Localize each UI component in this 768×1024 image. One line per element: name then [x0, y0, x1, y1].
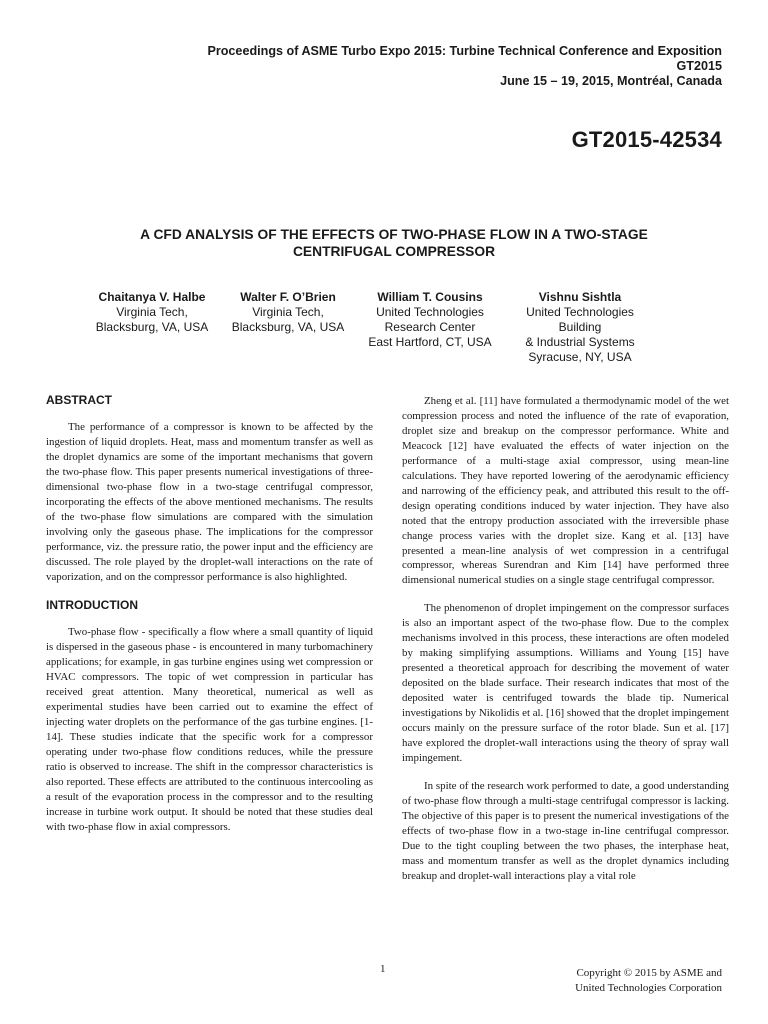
author-affiliation: Virginia Tech,: [252, 305, 324, 319]
author-affiliation-2: & Industrial Systems: [525, 335, 635, 349]
abstract-heading: ABSTRACT: [46, 393, 112, 407]
left-column: [46, 392, 373, 835]
author-affiliation-2: Research Center: [384, 320, 476, 334]
author-block: [360, 290, 500, 350]
author-name: Chaitanya V. Halbe: [98, 290, 206, 304]
body-paragraph: The phenomenon of droplet impingement on the compressor surfaces is also an important aspect of the two-phase flow. Due to the complex mechanisms involved in this process, these interactions are often modeled by making simplifying assumptions. Williams and Young [15] have presented a theoretical approach for describing the movement of water deposited on the blade surface. Their research indicates that most of the deposited water is centrifuged towards the blade tip. Numerical investigations by Nikolidis et al. [16] showed that the droplet impingement occurs mainly on the pressure surface of the rotor blade. Sun et al. [17] have explored the droplet-wall interactions using the theory of spray wall impingement.: [402, 602, 729, 764]
title-line-1: A CFD ANALYSIS OF THE EFFECTS OF TWO-PHASE FLOW IN A TWO-STAGE: [140, 227, 648, 242]
author-list: [0, 290, 768, 364]
paper-id: GT2015-42534: [571, 127, 722, 152]
author-affiliation: United Technologies: [376, 305, 484, 319]
conference-dates-location: June 15 – 19, 2015, Montréal, Canada: [500, 74, 722, 88]
conference-code: GT2015: [676, 59, 722, 73]
author-location: Blacksburg, VA, USA: [231, 320, 345, 334]
title-line-2: CENTRIFUGAL COMPRESSOR: [292, 244, 496, 259]
author-location: Blacksburg, VA, USA: [95, 320, 209, 334]
copyright-notice: [575, 966, 722, 996]
author-location: Syracuse, NY, USA: [528, 350, 632, 364]
author-affiliation: United Technologies Building: [526, 305, 634, 334]
proceedings-title: Proceedings of ASME Turbo Expo 2015: Turbine Technical Conference and Exposition: [207, 44, 722, 58]
author-block: [222, 290, 354, 335]
right-column: [402, 394, 729, 884]
author-block: [505, 290, 655, 365]
abstract-text: The performance of a compressor is known to be affected by the ingestion of liquid droplets. Heat, mass and momentum transfer as well as the droplet dynamics are some of the important mechanisms that govern the two-phase flow. This paper presents numerical investigations of three-dimensional two-phase flow in a two-stage centrifugal compressor, incorporating the effects of the above mentioned mechanisms. The results of the two-phase flow simulations are compared with the simulation involving only the gaseous phase. The implications for the compressor performance, viz. the pressure ratio, the power input and the efficiency are discussed. The role played by the droplet-wall interactions on the rate of vaporization, and on the compressor performance is also highlighted.: [46, 421, 373, 583]
body-paragraph: Zheng et al. [11] have formulated a thermodynamic model of the wet compression process and noted the influence of the rate of evaporation, droplet size and breakup on the compressor performance. White and Meacock [12] have evaluated the effects of water injection on the performance of a multi-stage axial compressor, using mean-line calculations. They have reported lowering of the aerodynamic efficiency and narrowing of the efficiency peak, and attributed this result to the off-design operating conditions induced by water injection. They have also noted that the entropy production associated with the irreversible phase change process varies with the droplet size. Kang et al. [13] have presented a mean-line analysis of wet compression in a centrifugal compressor, whereas Surendran and Kim [14] have performed three dimensional numerical studies on a single stage centrifugal compressor.: [402, 395, 729, 587]
author-affiliation: Virginia Tech,: [116, 305, 188, 319]
author-name: William T. Cousins: [377, 290, 483, 304]
author-location: East Hartford, CT, USA: [368, 335, 492, 349]
paper-title: [60, 226, 728, 260]
page-number: 1: [380, 963, 386, 975]
proceedings-header: [122, 44, 722, 89]
copyright-line-2: United Technologies Corporation: [575, 982, 722, 994]
body-paragraph: In spite of the research work performed to date, a good understanding of two-phase flow through a multi-stage centrifugal compressor is lacking. The objective of this paper is to present the numerical investigations of the effects of two-phase flow in a two-stage in-line centrifugal compressor. Due to the tight coupling between the two phases, the interphase heat, mass and momentum transfer as well as the droplet dynamics including breakup and droplet-wall interactions play a vital role: [402, 779, 729, 882]
introduction-heading: INTRODUCTION: [46, 598, 138, 613]
author-name: Vishnu Sishtla: [538, 290, 622, 304]
introduction-text: Two-phase flow - specifically a flow where a small quantity of liquid is dispersed in the gaseous phase - is encountered in many turbomachinery applications; for example, in gas turbine engines using wet compression or HVAC compressors. The topic of wet compression in particular has received great attention. Many theoretical, numerical as well as experimental studies have been carried out to examine the effect of injecting water droplets on the performance of the gas turbine engines. [1-14]. These studies indicate that the specific work for a compressor operating under two-phase flow conditions reduces, while the pressure ratio is observed to increase. The shift in the compressor characteristics is also reported. These effects are attributed to the continuous intercooling as a result of the evaporation process in the compressor and to the resulting increase in turbine work output. It should be noted that these studies deal with two-phase flow in axial compressors.: [46, 626, 373, 833]
copyright-line-1: Copyright © 2015 by ASME and: [576, 967, 722, 979]
author-name: Walter F. O’Brien: [240, 290, 336, 304]
author-block: [86, 290, 218, 335]
